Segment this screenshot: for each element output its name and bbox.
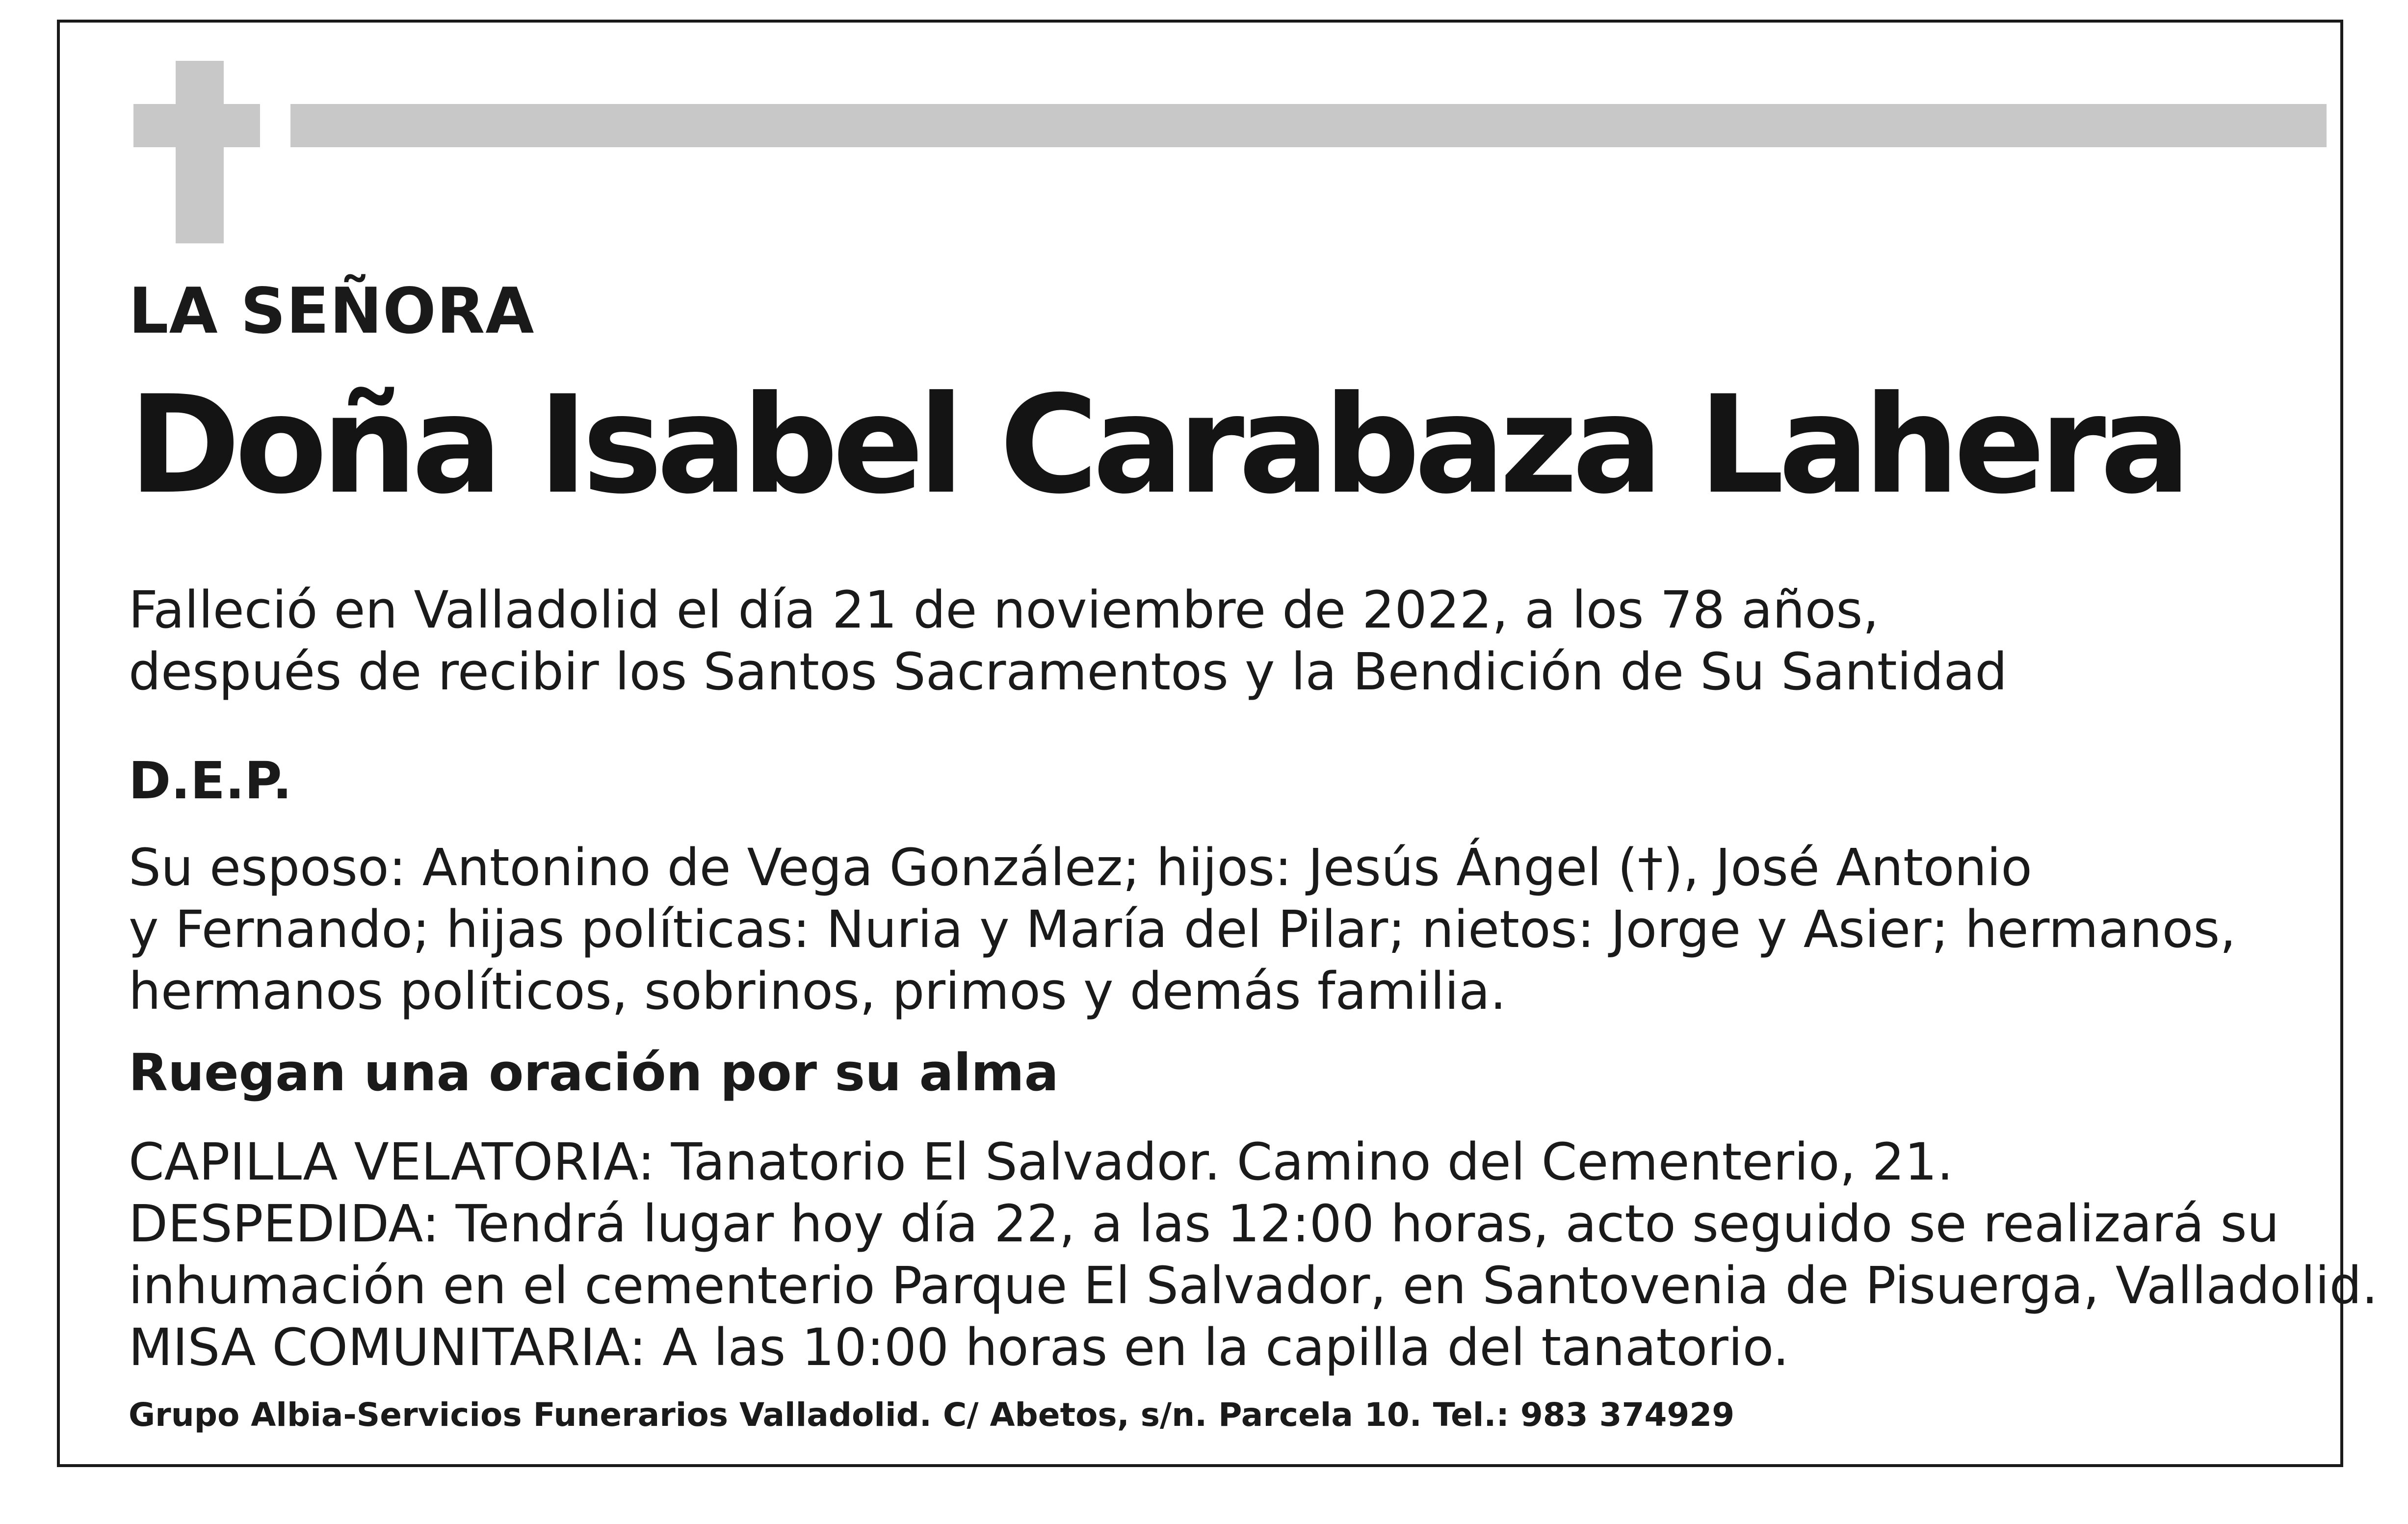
- latin-cross-icon-arm: [133, 104, 260, 147]
- service-info-line: DESPEDIDA: Tendrá lugar hoy día 22, a las 12:00 horas, acto seguido se realizará su: [129, 1194, 2279, 1254]
- death-notice-line: Falleció en Valladolid el día 21 de noviembre de 2022, a los 78 años,: [129, 580, 1879, 640]
- service-info-line: inhumación en el cementerio Parque El Salvador, en Santovenia de Pisuerga, Valladolid.: [129, 1256, 2378, 1315]
- service-info: [129, 1131, 2378, 1378]
- header-rule: [290, 104, 2327, 147]
- service-info-line: MISA COMUNITARIA: A las 10:00 horas en la capilla del tanatorio.: [129, 1317, 1789, 1377]
- latin-cross-icon: [176, 61, 224, 243]
- death-notice: [129, 579, 2007, 703]
- death-notice-line: después de recibir los Santos Sacramentos y la Bendición de Su Santidad: [129, 642, 2008, 702]
- family-line: y Fernando; hijas políticas: Nuria y María del Pilar; nietos: Jorge y Asier; hermanos,: [129, 899, 2236, 959]
- deceased-name: Doña Isabel Carabaza Lahera: [129, 367, 2185, 524]
- service-info-line: CAPILLA VELATORIA: Tanatorio El Salvador. Camino del Cementerio, 21.: [129, 1132, 1954, 1192]
- family-line: Su esposo: Antonino de Vega González; hijos: Jesús Ángel (†), José Antonio: [129, 838, 2032, 897]
- family-list: [129, 837, 2236, 1022]
- title-label: LA SEÑORA: [129, 275, 535, 348]
- family-line: hermanos políticos, sobrinos, primos y demás familia.: [129, 961, 1507, 1021]
- prayer-request: Ruegan una oración por su alma: [129, 1043, 1059, 1103]
- funeral-home-footer: Grupo Albia-Servicios Funerarios Valladolid. C/ Abetos, s/n. Parcela 10. Tel.: 983 374929: [129, 1396, 1735, 1434]
- rip-label: D.E.P.: [129, 751, 292, 811]
